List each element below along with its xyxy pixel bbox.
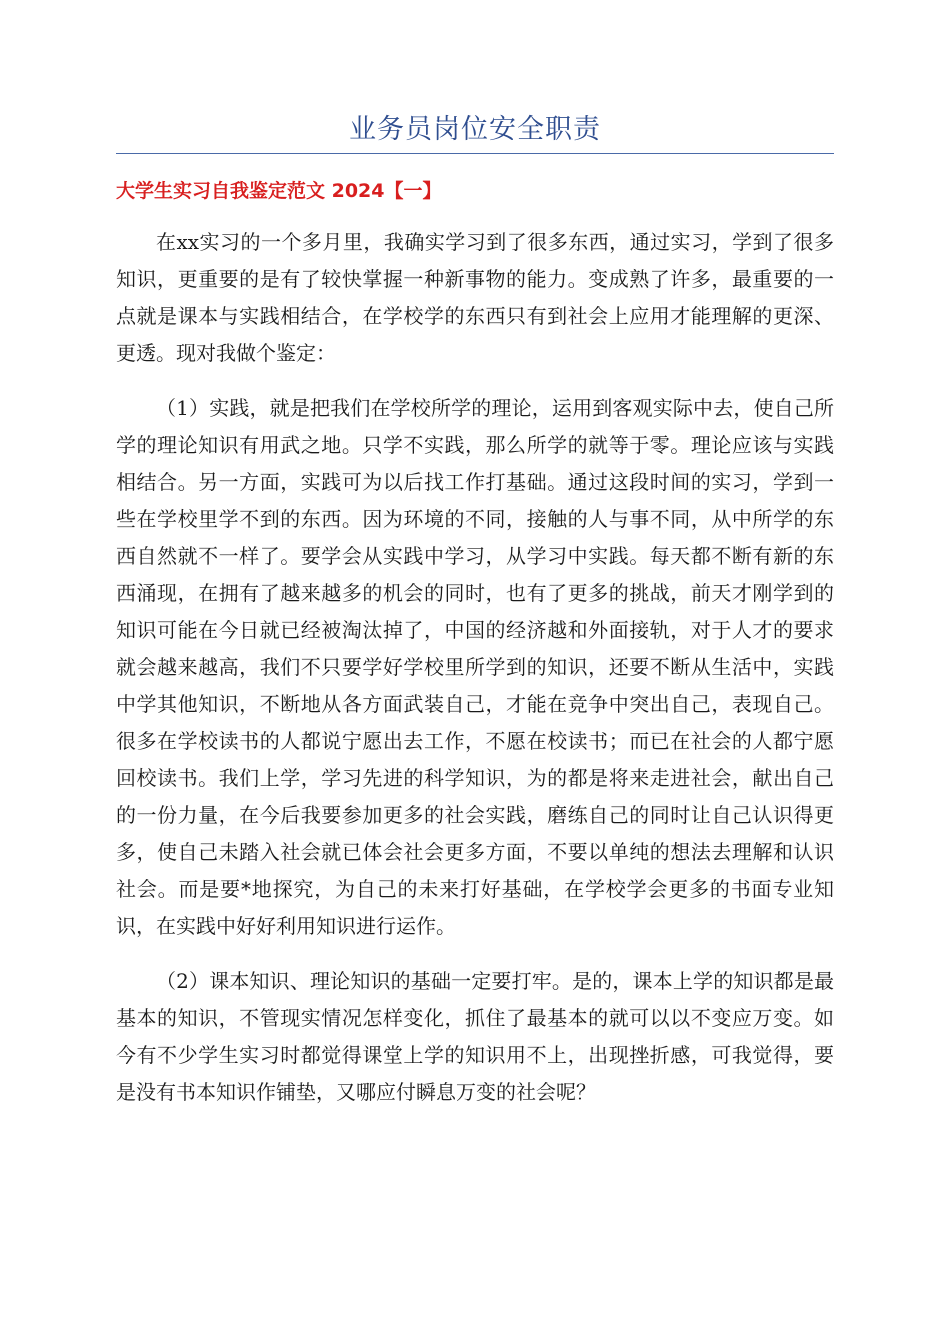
document-title: 业务员岗位安全职责 (349, 114, 601, 145)
paragraph-textbook: （2）课本知识、理论知识的基础一定要打牢。是的，课本上学的知识都是最基本的知识，不管现实情况怎样变化，抓住了最基本的就可以以不变应万变。如今有不少学生实习时都觉得课堂上学的知识用不上，出现挫折感，可我觉得，要是没有书本知识作铺垫，又哪应付瞬息万变的社会呢？ (116, 969, 834, 1104)
document-body (116, 224, 834, 1129)
title-underline (116, 153, 834, 154)
paragraph-intro: 在xx实习的一个多月里，我确实学习到了很多东西，通过实习，学到了很多知识，更重要的是有了较快掌握一种新事物的能力。变成熟了许多，最重要的一点就是课本与实践相结合，在学校学的东西只有到社会上应用才能理解的更深、更透。现对我做个鉴定： (116, 230, 834, 365)
paragraph-practice: （1）实践，就是把我们在学校所学的理论，运用到客观实际中去，使自己所学的理论知识有用武之地。只学不实践，那么所学的就等于零。理论应该与实践相结合。另一方面，实践可为以后找工作打基础。通过这段时间的实习，学到一些在学校里学不到的东西。因为环境的不同，接触的人与事不同，从中所学的东西自然就不一样了。要学会从实践中学习，从学习中实践。每天都不断有新的东西涌现，在拥有了越来越多的机会的同时，也有了更多的挑战，前天才刚学到的知识可能在今日就已经被淘汰掉了，中国的经济越和外面接轨，对于人才的要求就会越来越高，我们不只要学好学校里所学到的知识，还要不断从生活中，实践中学其他知识，不断地从各方面武装自己，才能在竞争中突出自己，表现自己。很多在学校读书的人都说宁愿出去工作，不愿在校读书；而已在社会的人都宁愿回校读书。我们上学，学习先进的科学知识，为的都是将来走进社会，献出自己的一份力量，在今后我要参加更多的社会实践，磨练自己的同时让自己认识得更多，使自己未踏入社会就已体会社会更多方面，不要以单纯的想法去理解和认识社会。而是要*地探究，为自己的未来打好基础，在学校学会更多的书面专业知识，在实践中好好利用知识进行运作。 (116, 396, 834, 938)
section-heading: 大学生实习自我鉴定范文 2024【一】 (116, 180, 442, 202)
